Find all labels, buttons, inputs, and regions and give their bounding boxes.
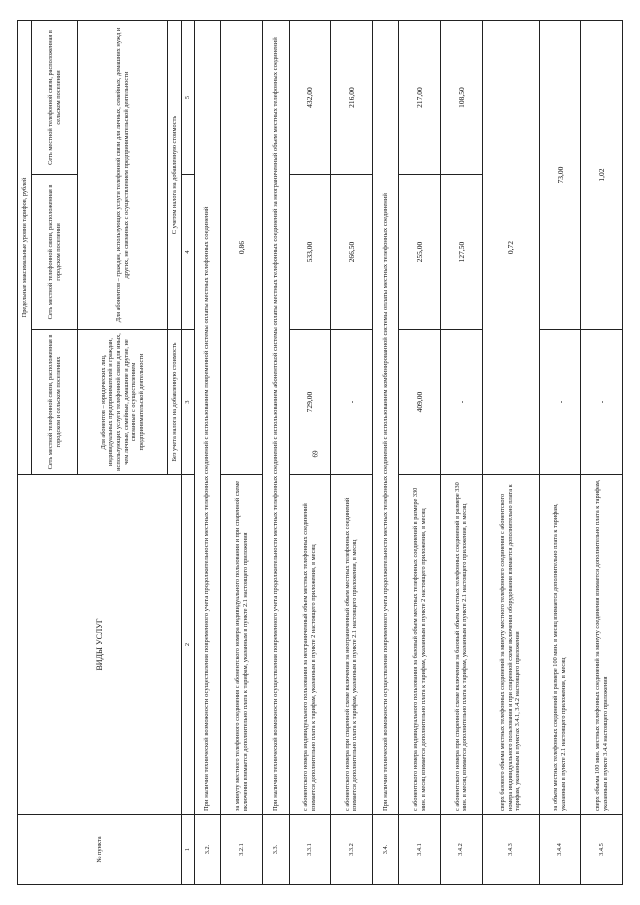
row-number: 3.2.1 [221,814,263,884]
index-cell: 1 [182,814,195,884]
row-number: 3.3.2 [331,814,373,884]
tariff-value: 409,00 [399,329,441,474]
index-cell: 3 [182,329,195,474]
row-text: с абонентского номера при спаренной схеме включения за базовый объем местных телефонных соединений в размере 330 мин. в месяц взимается дополнительно плата к тарифам, указанным в пункте 2.1 настоящего приложения, в месяц [440,474,482,814]
tariff-table [17,19,623,884]
tariff-value: 266,50 [331,174,373,329]
row-number: 3.3. [262,814,289,884]
tariff-value: - [440,329,482,474]
section-text: При наличии технической возможности осуществления повременного учета продолжительности местных телефонных соединений с использованием абонентской системы оплаты местных телефонных соединений за неограниченный объем местных телефонных соединений [262,20,289,814]
tariff-value: 432,00 [289,20,331,174]
row-number: 3.2. [194,814,221,884]
header-col-num: № пункта [18,814,182,884]
tariff-value: 216,00 [331,20,373,174]
row-text: сверх базового объема местных телефонных соединений за минуту местного телефонного соединения с абонентского номера индивидуального пользования и при спаренной схеме включения оборудования взимается дополнительно плата к тарифам, указанным в пунктах 3.4.1, 3.4.2 настоящего приложения [482,474,539,814]
index-cell: 5 [182,20,195,174]
row-text: за минуту местного телефонного соединения с абонентского номера индивидуального пользования и при спаренной схеме включения взимается дополнительно плата к тарифам, указанным в пункте 2.1 настоящего приложения [221,474,263,814]
page-number: 69 [311,450,320,458]
tariff-value: - [331,329,373,474]
row-number: 3.3.1 [289,814,331,884]
header-col-tariffs: Предельные максимальные уровни тарифов, рублей [18,20,32,474]
tariff-value: 1,02 [581,20,623,329]
header-with-vat: С учетом налога на добавленную стоимость [168,20,182,329]
index-cell: 2 [182,474,195,814]
rotated-page [17,21,623,885]
row-number: 3.4.2 [440,814,482,884]
section-text: При наличии технической возможности осуществления повременного учета продолжительности местных телефонных соединений с использованием повременной системы оплаты местных телефонных соединений [194,20,221,814]
row-number: 3.4.3 [482,814,539,884]
tariff-value: 108,50 [440,20,482,174]
row-number: 3.4. [372,814,399,884]
tariff-value: 729,00 [289,329,331,474]
section-text: При наличии технической возможности осуществления повременного учета продолжительности местных телефонных соединений с использованием комбинированной системы оплаты местных телефонных соединений [372,20,399,814]
header-sub-urban-city: Сеть местной телефонной связи, расположенная в городском поселении [32,174,78,329]
row-text: с абонентского номера индивидуального пользования за неограниченный объем местных телефонных соединений взимается дополнительно плата к тарифам, указанным в пункте 2 настоящего приложения, в месяц [289,474,331,814]
row-text: за объем местных телефонных соединений в размере 100 мин. в месяц взимается дополнительно плата к тарифам, указанным в пункте 2.1 настоящего приложения, в месяц [539,474,581,814]
row-text: с абонентского номера индивидуального пользования за базовый объем местных телефонных соединений в размере 330 мин. в месяц взимается дополнительно плата к тарифам, указанным в пункте 2 настоящего приложения, в месяц [399,474,441,814]
tariff-value: 255,00 [399,174,441,329]
tariff-value: - [539,329,581,474]
tariff-value: 0,72 [482,20,539,474]
row-text: с абонентского номера при спаренной схеме включения за неограниченный объем местных телефонных соединений взимается дополнительно плата к тарифам, указанным в пункте 2.1 настоящего приложения, в месяц [331,474,373,814]
header-col-services: ВИДЫ УСЛУГ [18,474,182,814]
index-cell: 4 [182,174,195,329]
tariff-value: 533,00 [289,174,331,329]
row-number: 3.4.1 [399,814,441,884]
tariff-value: 127,50 [440,174,482,329]
tariff-value: - [581,329,623,474]
tariff-value: 73,00 [539,20,581,329]
header-legal: Для абонентов – юридических лиц, индивидуальных предпринимателей и граждан, использующих услуги телефонной связи для иных, чем личные, семейные, домашние и другие, не связанные с осуществлением предпринимательской деятельности [78,329,168,474]
tariff-value: 217,00 [399,20,441,174]
header-no-vat: Без учета налога на добавленную стоимость [168,329,182,474]
header-individuals: Для абонентов – граждан, использующих услуги телефонной связи для личных, семейных, домашних нужд и других, не связанных с осуществлением предпринимательской деятельности [78,20,168,329]
row-number: 3.4.4 [539,814,581,884]
row-number: 3.4.5 [581,814,623,884]
header-sub-urban: Сеть местной телефонной связи, расположенная в городском и сельском поселениях [32,329,78,474]
tariff-value: 0,86 [221,20,263,474]
row-text: сверх объема 100 мин. местных телефонных соединений за минуту соединения взимается дополнительно плата к тарифам, указанным в пункте 3.4.4 настоящего приложения [581,474,623,814]
header-sub-rural: Сеть местной телефонной связи, расположенная в сельском поселении [32,20,78,174]
